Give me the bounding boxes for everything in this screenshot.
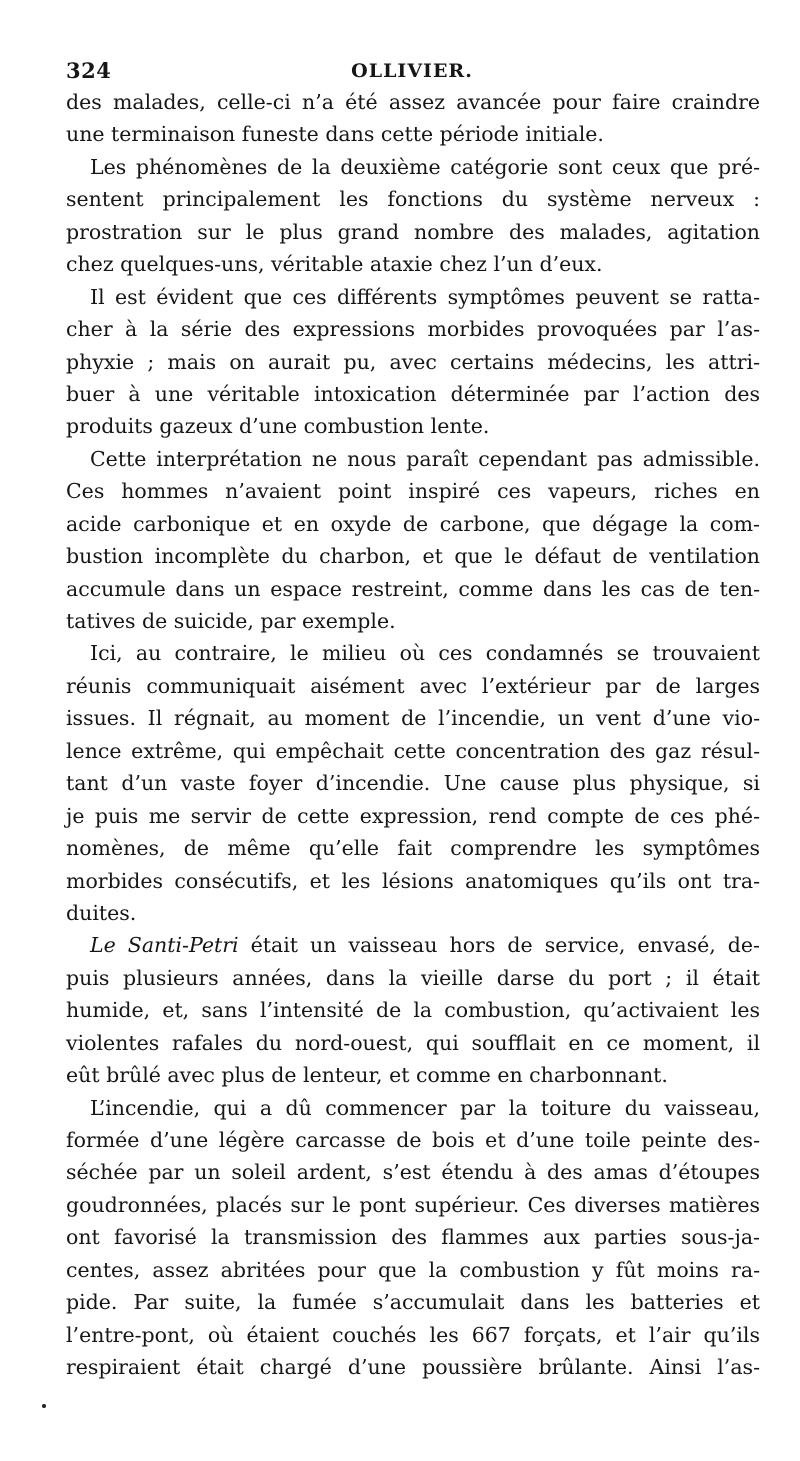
text-line: produits gazeux d’une combustion lente. [66, 414, 490, 439]
text-line: des malades, celle-ci n’a été assez avancée pour faire craindre [66, 90, 760, 114]
text-line: acide carbonique et en oxyde de carbone, que dégage la com- [66, 511, 760, 536]
page-header [66, 52, 758, 88]
text-line: Il est évident que ces différents symptômes peuvent se ratta- [90, 284, 760, 309]
text-fragment: était un vaisseau hors de service, envasé, de- [250, 933, 760, 958]
text-line: humide, et, sans l’intensité de la combustion, qu’activaient les [66, 998, 760, 1023]
text-line: prostration sur le plus grand nombre des malades, agitation [66, 219, 760, 244]
text-line: ont favorisé la transmission des flammes aux parties sous-ja- [66, 1225, 760, 1250]
text-line: eût brûlé avec plus de lenteur, et comme en charbonnant. [66, 1063, 668, 1088]
text-line: accumule dans un espace restreint, comme dans les cas de ten- [66, 576, 760, 601]
paper-speck [42, 1404, 46, 1408]
text-line: lence extrême, qui empêchait cette concentration des gaz résul- [66, 738, 760, 763]
text-line: séchée par un soleil ardent, s’est étendu à des amas d’étoupes [66, 1160, 760, 1185]
text-line: issues. Il régnait, au moment de l’incendie, un vent d’une vio- [66, 706, 760, 731]
text-line: tatives de suicide, par exemple. [66, 609, 396, 633]
body-text [66, 86, 760, 1384]
text-line: chez quelques-uns, véritable ataxie chez l’un d’eux. [66, 252, 603, 277]
text-line: nomènes, de même qu’elle fait comprendre les symptômes [66, 836, 760, 861]
text-line: Ces hommes n’avaient point inspiré ces vapeurs, riches en [66, 479, 760, 504]
text-line: tant d’un vaste foyer d’incendie. Une cause plus physique, si [66, 771, 760, 796]
text-line: sentent principalement les fonctions du système nerveux : [66, 187, 760, 212]
text-line: duites. [66, 900, 137, 925]
text-line: morbides consécutifs, et les lésions anatomiques qu’ils ont tra- [66, 868, 760, 893]
text-line: L’incendie, qui a dû commencer par la toiture du vaisseau, [90, 1095, 760, 1120]
text-line: goudronnées, placés sur le pont supérieur. Ces diverses matières [66, 1192, 760, 1217]
text-line: une terminaison funeste dans cette période initiale. [66, 122, 604, 147]
ship-name: Le Santi-Petri [90, 933, 239, 958]
text-line: l’entre-pont, où étaient couchés les 667 forçats, et l’air qu’ils [66, 1322, 760, 1347]
text-line: pide. Par suite, la fumée s’accumulait dans les batteries et [66, 1290, 760, 1315]
page-number: 324 [66, 58, 112, 83]
running-head: OLLIVIER. [351, 60, 473, 82]
text-line: Les phénomènes de la deuxième catégorie sont ceux que pré- [90, 154, 760, 179]
text-line: violentes rafales du nord-ouest, qui soufflait en ce moment, il [66, 1030, 760, 1055]
text-line: formée d’une légère carcasse de bois et d’une toile peinte des- [66, 1128, 760, 1152]
text-line: réunis communiquait aisément avec l’extérieur par de larges [66, 673, 760, 698]
text-line: puis plusieurs années, dans la vieille darse du port ; il était [66, 965, 760, 990]
text-line: Cette interprétation ne nous paraît cependant pas admissible. [90, 446, 760, 471]
text-line-ship [66, 929, 760, 961]
text-line: je puis me servir de cette expression, rend compte de ces phé- [66, 803, 760, 828]
text-line: centes, assez abritées pour que la combustion y fût moins ra- [66, 1257, 760, 1282]
text-line: respiraient était chargé d’une poussière brûlante. Ainsi l’as- [66, 1355, 760, 1380]
text-line: buer à une véritable intoxication déterminée par l’action des [66, 381, 760, 406]
text-line: bustion incomplète du charbon, et que le défaut de ventilation [66, 544, 760, 569]
text-line: Ici, au contraire, le milieu où ces condamnés se trouvaient [90, 641, 760, 666]
text-line: cher à la série des expressions morbides provoquées par l’as- [66, 317, 760, 342]
text-line: phyxie ; mais on aurait pu, avec certains médecins, les attri- [66, 349, 760, 374]
